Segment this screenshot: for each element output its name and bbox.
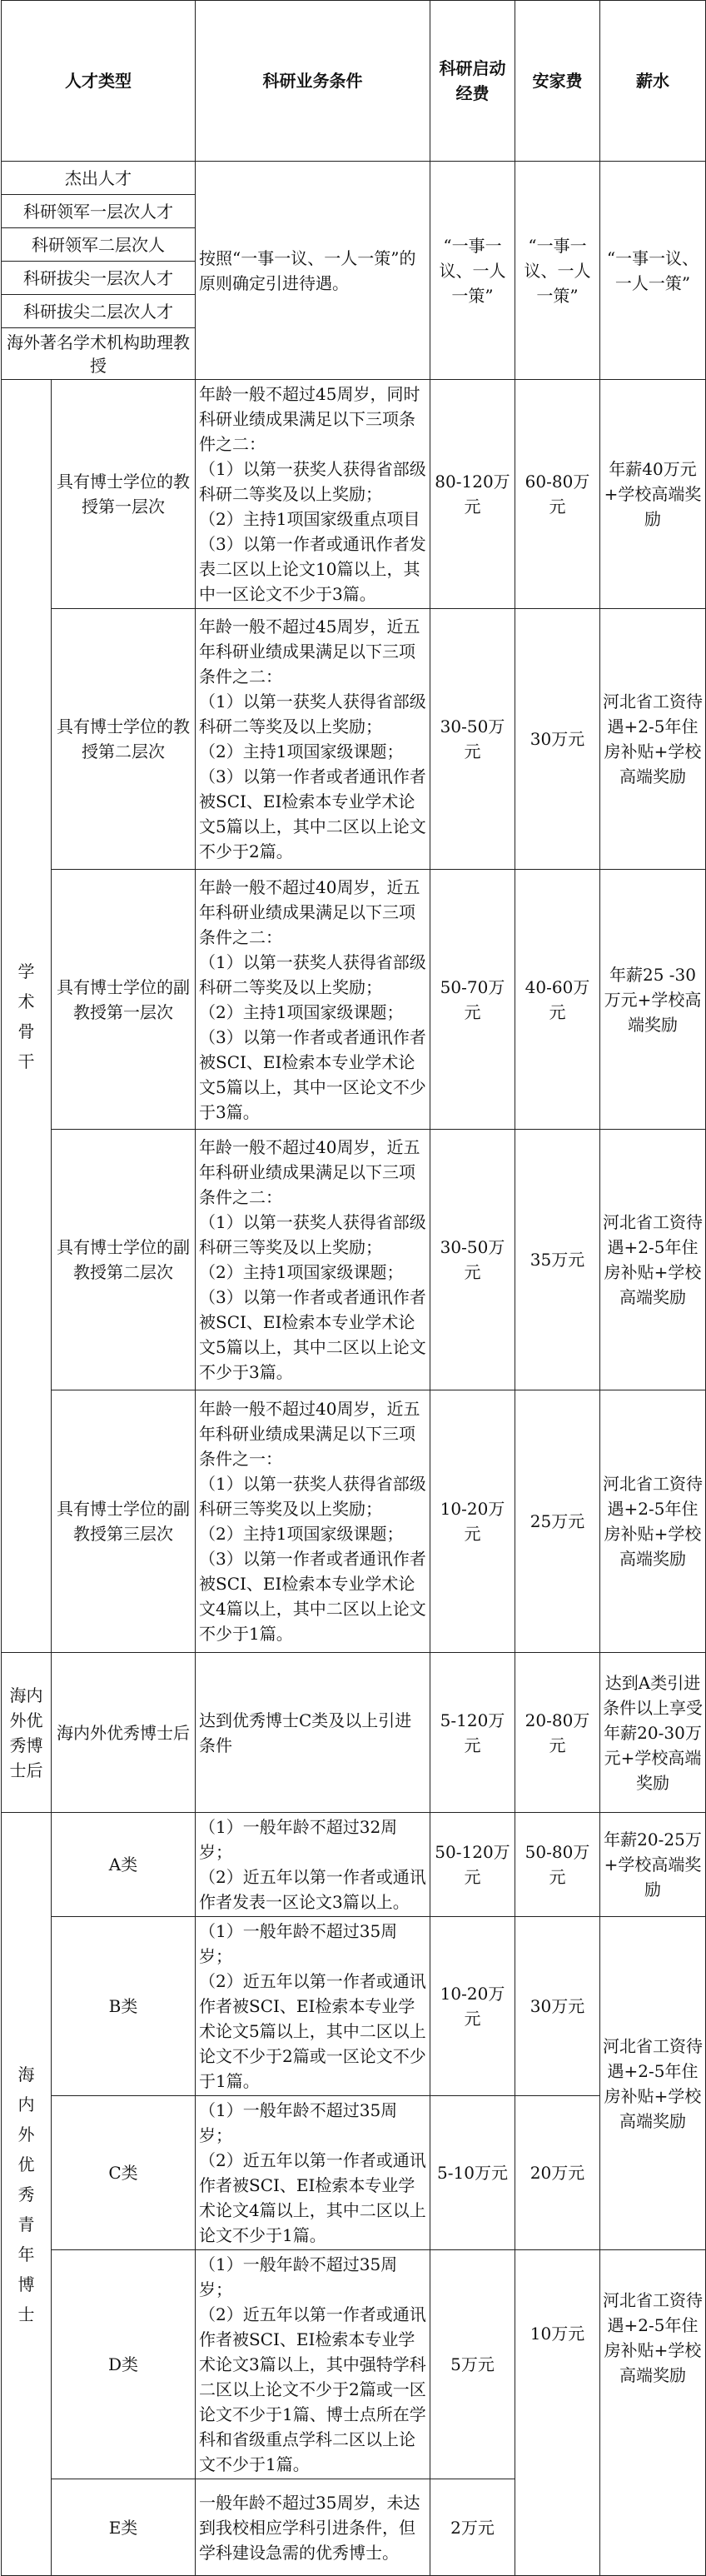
talent-conditions: 年龄一般不超过45周岁，同时科研业绩成果满足以下三项条件之二： （1）以第一获奖人获得省部级科研二等奖及以上奖励； （2）主持1项国家级重点项目 （3）以第一作者或通讯作者发表二区以上论文10篇以上，其中一区论文不少于3篇。	[196, 380, 430, 609]
top-tier-item: 海外著名学术机构助理教授	[2, 328, 196, 380]
talent-settle: 20万元	[515, 2096, 600, 2250]
talent-salary: 达到A类引进条件以上享受年薪20-30万元+学校高端奖励	[600, 1653, 706, 1813]
talent-startup: 30-50万元	[430, 1130, 515, 1390]
top-tier-conditions: 按照“一事一议、一人一策”的原则确定引进待遇。	[196, 162, 430, 380]
talent-settle: 10万元	[515, 2250, 600, 2576]
talent-settle: 40-60万元	[515, 870, 600, 1130]
talent-salary: 河北省工资待遇+2-5年住房补贴+学校高端奖励	[600, 609, 706, 870]
table-row	[2, 609, 706, 870]
talent-table	[1, 0, 706, 2576]
top-tier-item: 杰出人才	[2, 162, 196, 195]
talent-name: 具有博士学位的副教授第一层次	[52, 870, 196, 1130]
talent-name: D类	[52, 2250, 196, 2479]
talent-conditions: 年龄一般不超过40周岁，近五年科研业绩成果满足以下三项条件之二： （1）以第一获奖人获得省部级科研三等奖及以上奖励； （2）主持1项国家级课题； （3）以第一作者或者通讯作者被SCI、EI检索本专业学术论文5篇以上，其中二区以上论文不少于3篇。	[196, 1130, 430, 1390]
talent-startup: 10-20万元	[430, 1390, 515, 1653]
header-salary: 薪水	[600, 1, 706, 162]
top-tier-startup: “一事一议、一人一策”	[430, 162, 515, 380]
talent-salary: 年薪25 -30万元+学校高端奖励	[600, 870, 706, 1130]
header-conditions: 科研业务条件	[196, 1, 430, 162]
top-tier-settle: “一事一议、一人一策”	[515, 162, 600, 380]
top-tier-item: 科研拔尖二层次人才	[2, 295, 196, 328]
talent-settle: 60-80万元	[515, 380, 600, 609]
talent-settle: 30万元	[515, 609, 600, 870]
talent-startup: 5-120万元	[430, 1653, 515, 1813]
table-row	[2, 380, 706, 609]
talent-startup: 5万元	[430, 2250, 515, 2479]
talent-salary: 年薪20-25万+学校高端奖励	[600, 1813, 706, 1917]
talent-startup: 2万元	[430, 2479, 515, 2576]
talent-startup: 80-120万元	[430, 380, 515, 609]
talent-startup: 5-10万元	[430, 2096, 515, 2250]
talent-conditions: （1）一般年龄不超过35周岁； （2）近五年以第一作者或通讯作者被SCI、EI检索本专业学术论文4篇以上，其中二区以上论文不少于1篇。	[196, 2096, 430, 2250]
header-settle: 安家费	[515, 1, 600, 162]
talent-startup: 50-70万元	[430, 870, 515, 1130]
talent-startup: 10-20万元	[430, 1917, 515, 2096]
talent-name: 具有博士学位的副教授第二层次	[52, 1130, 196, 1390]
talent-name: B类	[52, 1917, 196, 2096]
top-tier-item: 科研领军一层次人才	[2, 195, 196, 228]
talent-name: 具有博士学位的教授第二层次	[52, 609, 196, 870]
table-row	[2, 2250, 706, 2479]
talent-name: 海内外优秀博士后	[52, 1653, 196, 1813]
table-row	[2, 1813, 706, 1917]
talent-name: 具有博士学位的教授第一层次	[52, 380, 196, 609]
talent-settle: 20-80万元	[515, 1653, 600, 1813]
talent-salary: 河北省工资待遇+2-5年住房补贴+学校高端奖励	[600, 1917, 706, 2250]
talent-name: A类	[52, 1813, 196, 1917]
table-row	[2, 1390, 706, 1653]
talent-name: C类	[52, 2096, 196, 2250]
table-header-row	[2, 1, 706, 162]
top-tier-item: 科研领军二层次人	[2, 228, 196, 262]
header-startup: 科研启动 经费	[430, 1, 515, 162]
young-phd-category-label: 海 内 外 优 秀 青 年 博 士	[2, 1813, 52, 2576]
academic-category-label: 学 术 骨 干	[2, 380, 52, 1653]
talent-conditions: 年龄一般不超过40周岁，近五年科研业绩成果满足以下三项条件之一： （1）以第一获奖人获得省部级科研三等奖及以上奖励； （2）主持1项国家级课题； （3）以第一作者或者通讯作者被SCI、EI检索本专业学术论文4篇以上，其中二区以上论文不少于1篇。	[196, 1390, 430, 1653]
talent-name: E类	[52, 2479, 196, 2576]
header-type: 人才类型	[2, 1, 196, 162]
table-row	[2, 870, 706, 1130]
talent-settle: 25万元	[515, 1390, 600, 1653]
talent-conditions: 一般年龄不超过35周岁，未达到我校相应学科引进条件，但学科建设急需的优秀博士。	[196, 2479, 430, 2576]
table-row	[2, 1130, 706, 1390]
talent-salary: 河北省工资待遇+2-5年住房补贴+学校高端奖励	[600, 1130, 706, 1390]
talent-salary: 河北省工资待遇+2-5年住房补贴+学校高端奖励	[600, 2250, 706, 2576]
top-tier-item: 科研拔尖一层次人才	[2, 262, 196, 295]
table-row	[2, 1653, 706, 1813]
top-tier-salary: “一事一议、一人一策”	[600, 162, 706, 380]
talent-salary: 河北省工资待遇+2-5年住房补贴+学校高端奖励	[600, 1390, 706, 1653]
table-row	[2, 1917, 706, 2096]
talent-settle: 30万元	[515, 1917, 600, 2096]
talent-settle: 50-80万元	[515, 1813, 600, 1917]
talent-settle: 35万元	[515, 1130, 600, 1390]
talent-conditions: （1）一般年龄不超过35周岁； （2）近五年以第一作者或通讯作者被SCI、EI检索本专业学术论文3篇以上，其中强特学科二区以上论文不少于2篇或一区论文不少于1篇、博士点所在学科和省级重点学科二区以上论文不少于1篇。	[196, 2250, 430, 2479]
talent-conditions: 年龄一般不超过40周岁，近五年科研业绩成果满足以下三项条件之二： （1）以第一获奖人获得省部级科研二等奖及以上奖励； （2）主持1项国家级课题； （3）以第一作者或者通讯作者被SCI、EI检索本专业学术论文5篇以上，其中一区论文不少于3篇。	[196, 870, 430, 1130]
table-row	[2, 162, 706, 195]
talent-conditions: 年龄一般不超过45周岁，近五年科研业绩成果满足以下三项条件之二： （1）以第一获奖人获得省部级科研二等奖及以上奖励； （2）主持1项国家级课题； （3）以第一作者或者通讯作者被SCI、EI检索本专业学术论文5篇以上，其中二区以上论文不少于2篇。	[196, 609, 430, 870]
talent-startup: 50-120万元	[430, 1813, 515, 1917]
postdoc-category-label: 海内 外优 秀博 士后	[2, 1653, 52, 1813]
talent-name: 具有博士学位的副教授第三层次	[52, 1390, 196, 1653]
talent-salary: 年薪40万元+学校高端奖励	[600, 380, 706, 609]
talent-conditions: （1）一般年龄不超过32周岁； （2）近五年以第一作者或通讯作者发表一区论文3篇以上。	[196, 1813, 430, 1917]
talent-conditions: 达到优秀博士C类及以上引进条件	[196, 1653, 430, 1813]
talent-startup: 30-50万元	[430, 609, 515, 870]
talent-conditions: （1）一般年龄不超过35周岁； （2）近五年以第一作者或通讯作者被SCI、EI检索本专业学术论文5篇以上，其中二区以上论文不少于2篇或一区论文不少于1篇。	[196, 1917, 430, 2096]
